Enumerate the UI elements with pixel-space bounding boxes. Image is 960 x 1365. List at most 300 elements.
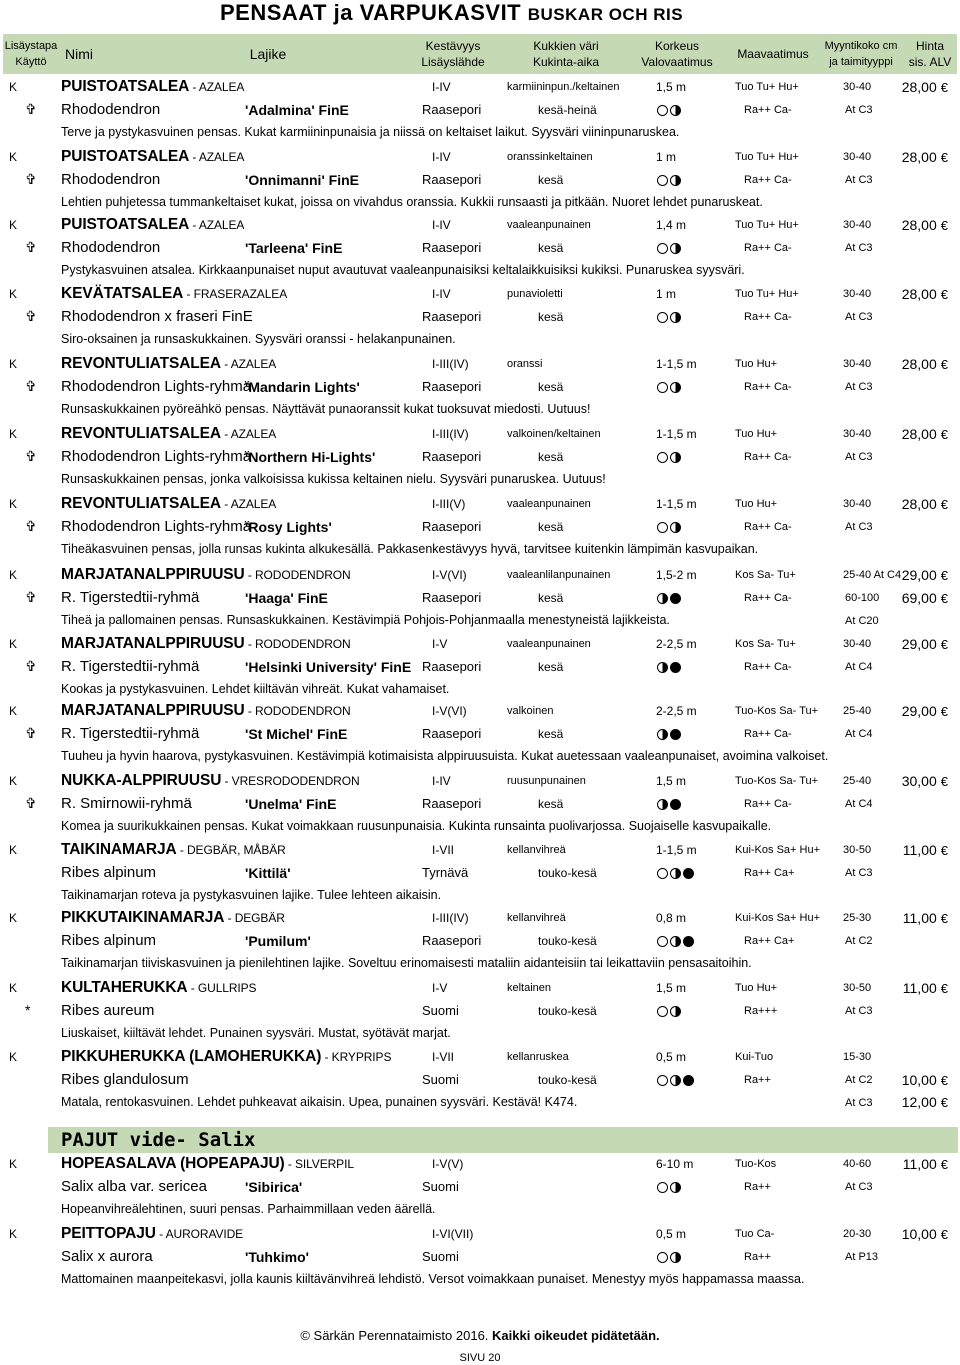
soil-requirement-2: Ra++ Ca- [744, 311, 792, 323]
soil-requirement-2: Ra++ Ca- [744, 798, 792, 810]
plant-name-fi: NUKKA-ALPPIRUUSU [61, 772, 222, 789]
propagation-mark: K [9, 843, 18, 857]
plant-type: At C3 [845, 311, 873, 323]
price [902, 356, 948, 372]
soil-requirement-2: Ra++ Ca- [744, 661, 792, 673]
table-row [0, 357, 960, 425]
soil-requirement-1: Kui-Kos Sa+ Hu+ [735, 844, 820, 856]
plant-name [61, 979, 256, 997]
soil-requirement-1: Kui-Kos Sa+ Hu+ [735, 912, 820, 924]
propagation-source: Raasepori [422, 102, 482, 117]
flower-color: kellanvihreä [507, 912, 566, 924]
full-sun-icon [657, 105, 668, 116]
plant-type: At P13 [845, 1251, 879, 1263]
plant-name-sv: - SILVERPIL [284, 1157, 354, 1171]
shade-icon [683, 936, 694, 947]
flower-color: keltainen [507, 982, 552, 994]
price [903, 910, 948, 926]
hardiness-zone: I-III(V) [432, 497, 466, 511]
half-shade-icon [670, 312, 681, 323]
header-kukkien-vari: Kukkien väri [533, 39, 599, 53]
col-kestavyys [403, 34, 503, 74]
soil-requirement-2: Ra++ Ca- [744, 242, 792, 254]
light-requirement [657, 1075, 694, 1086]
plant-type: At C3 [845, 1181, 873, 1193]
footer-copyright: © Särkän Perennataimisto 2016. [300, 1328, 489, 1343]
table-row [0, 843, 960, 911]
plant-name [61, 635, 351, 653]
header-kaytto: Käyttö [15, 56, 47, 68]
usage-mark: ✞ [25, 725, 37, 741]
propagation-source: Suomi [422, 1249, 459, 1264]
propagation-source: Raasepori [422, 379, 482, 394]
full-sun-icon [657, 522, 668, 533]
usage-mark: ✞ [25, 589, 37, 605]
latin-name: R. Tigerstedtii-ryhmä [61, 658, 200, 675]
full-sun-icon [657, 1252, 668, 1263]
plant-name-fi: KEVÄTATSALEA [61, 285, 184, 302]
propagation-source: Raasepori [422, 659, 482, 674]
full-sun-icon [657, 1075, 668, 1086]
plant-name [61, 1155, 354, 1173]
plant-name-fi: PUISTOATSALEA [61, 78, 190, 95]
sale-size: 25-40 At C4 [843, 569, 902, 581]
title-main: PENSAAT ja VARPUKASVIT [220, 0, 522, 25]
propagation-source: Raasepori [422, 519, 482, 534]
hardiness-zone: I-IV [432, 218, 451, 232]
plant-name-sv: - RODODENDRON [244, 568, 351, 582]
half-shade-icon [670, 243, 681, 254]
height: 1-1,5 m [656, 497, 697, 511]
hardiness-zone: I-III(IV) [432, 357, 469, 371]
price-value: 29,00 [901, 703, 937, 719]
shade-icon [683, 868, 694, 879]
col-nimi [59, 34, 99, 74]
flowering-time: touko-kesä [538, 1004, 597, 1018]
table-row [0, 80, 960, 148]
price-value: 11,00 [902, 980, 937, 996]
table-row [0, 287, 960, 355]
height: 1,5-2 m [656, 568, 697, 582]
euro-sign: € [940, 1227, 948, 1242]
header-lisaystapa: Lisäystapa [4, 40, 58, 52]
soil-requirement-1: Tuo Hu+ [735, 498, 778, 510]
price-value: 28,00 [901, 149, 937, 165]
euro-sign: € [940, 287, 948, 302]
price [903, 842, 948, 858]
latin-name: Rhododendron Lights-ryhmä [61, 378, 252, 395]
plant-name-fi: MARJATANALPPIRUUSU [61, 566, 245, 583]
plant-type-2: At C20 [845, 615, 879, 627]
usage-mark: * [25, 1002, 31, 1018]
flower-color: kellanruskea [507, 1051, 569, 1063]
half-shade-icon [670, 868, 681, 879]
description: Siro-oksainen ja runsaskukkainen. Syysväri oranssi - helakanpunainen. [61, 332, 456, 346]
description: Komea ja suurikukkainen pensas. Kukat voimakkaan ruusunpunaisia. Kukinta runsainta puolivarjossa. Suojaiselle kasvupaikalle. [61, 819, 772, 833]
header-taimityyppi: ja taimityyppi [829, 56, 893, 68]
header-kukinta-aika: Kukinta-aika [532, 55, 600, 69]
half-shade-icon [657, 729, 668, 740]
propagation-source: Raasepori [422, 590, 482, 605]
cultivar-name: 'St Michel' FinE [245, 726, 348, 742]
flowering-time: touko-kesä [538, 866, 597, 880]
col-maavaatimus [723, 34, 823, 74]
propagation-source: Raasepori [422, 172, 482, 187]
height: 1-1,5 m [656, 843, 697, 857]
soil-requirement-2: Ra++ Ca- [744, 592, 792, 604]
plant-name-sv: - AZALEA [221, 357, 277, 371]
table-header [3, 34, 957, 74]
price [902, 567, 948, 583]
propagation-source: Raasepori [422, 449, 482, 464]
plant-name-fi: TAIKINAMARJA [61, 841, 177, 858]
plant-name-fi: MARJATANALPPIRUUSU [61, 635, 245, 652]
full-sun-icon [657, 243, 668, 254]
price-value: 29,00 [901, 636, 937, 652]
half-shade-icon [670, 1182, 681, 1193]
latin-name: Salix x aurora [61, 1248, 153, 1265]
price-value: 28,00 [901, 286, 937, 302]
plant-type: At C3 [845, 1005, 873, 1017]
price [902, 426, 948, 442]
sale-size: 30-40 [843, 151, 872, 163]
plant-name [61, 425, 276, 443]
latin-name: Rhododendron x fraseri FinE [61, 308, 253, 325]
table-row [0, 150, 960, 218]
header-valovaatimus: Valovaatimus [641, 55, 713, 69]
col-myyntikoko [818, 34, 904, 74]
euro-sign: € [940, 704, 948, 719]
price-value: 28,00 [901, 426, 937, 442]
flower-color: kellanvihreä [507, 844, 566, 856]
propagation-source: Raasepori [422, 933, 482, 948]
page-number: SIVU 20 [459, 1352, 501, 1364]
description: Taikinamarjan roteva ja pystykasvuinen lajike. Tulee lehteen aikaisin. [61, 888, 442, 902]
propagation-source: Raasepori [422, 309, 482, 324]
hardiness-zone: I-VII [432, 1050, 455, 1064]
table-row [0, 427, 960, 495]
plant-name [61, 772, 360, 790]
plant-name [61, 702, 351, 720]
price-value: 10,00 [901, 1226, 937, 1242]
light-requirement [657, 175, 681, 186]
flowering-time: kesä [538, 591, 564, 605]
propagation-mark: K [9, 497, 18, 511]
euro-sign: € [940, 218, 948, 233]
half-shade-icon [657, 593, 668, 604]
header-myyntikoko: Myyntikoko cm [824, 40, 898, 52]
description: Mattomainen maanpeitekasvi, jolla kaunis kiiltävänvihreä lehdistö. Versot voimakkaan punaiset. Menestyy myös happamassa maassa. [61, 1272, 805, 1286]
plant-name [61, 495, 276, 513]
plant-name-fi: PUISTOATSALEA [61, 216, 190, 233]
col-hinta [903, 34, 957, 74]
plant-name-fi: MARJATANALPPIRUUSU [61, 702, 245, 719]
table-row [0, 704, 960, 772]
price-value: 11,00 [902, 842, 937, 858]
latin-name: Ribes alpinum [61, 932, 157, 949]
plant-name-sv: - RODODENDRON [244, 637, 351, 651]
latin-name: Ribes alpinum [61, 864, 157, 881]
euro-sign: € [940, 1095, 948, 1110]
flowering-time: kesä [538, 660, 564, 674]
full-sun-icon [657, 1182, 668, 1193]
propagation-mark: K [9, 774, 18, 788]
description: Tiheä ja pallomainen pensas. Runsaskukkainen. Kestävimpiä Pohjois-Pohjanmaalla menestyneistä lajikkeista. [61, 613, 670, 627]
propagation-mark: K [9, 568, 18, 582]
flower-color: ruusunpunainen [507, 775, 586, 787]
sale-size: 30-40 [843, 219, 872, 231]
usage-mark: ✞ [25, 171, 37, 187]
plant-name-sv: - GULLRIPS [187, 981, 257, 995]
flowering-time: kesä [538, 310, 564, 324]
soil-requirement-1: Tuo Tu+ Hu+ [735, 81, 799, 93]
soil-requirement-2: Ra++ Ca- [744, 381, 792, 393]
sale-size: 30-40 [843, 288, 872, 300]
latin-name: R. Smirnowii-ryhmä [61, 795, 192, 812]
euro-sign: € [940, 981, 948, 996]
propagation-source: Tyrnävä [422, 865, 469, 880]
propagation-source: Suomi [422, 1003, 459, 1018]
hardiness-zone: I-IV [432, 150, 451, 164]
plant-name-sv: - KRYPRIPS [321, 1050, 392, 1064]
plant-name-sv: - AZALEA [189, 218, 245, 232]
page-title [220, 0, 683, 26]
propagation-mark: K [9, 218, 18, 232]
hardiness-zone: I-VI(VII) [432, 1227, 474, 1241]
description: Matala, rentokasvuinen. Lehdet puhkeavat aikaisin. Upea, punainen syysväri. Kestävä! K474. [61, 1095, 578, 1109]
soil-requirement-2: Ra++ [744, 1251, 771, 1263]
soil-requirement-1: Kos Sa- Tu+ [735, 638, 796, 650]
euro-sign: € [940, 1157, 948, 1172]
half-shade-icon [670, 1252, 681, 1263]
soil-requirement-2: Ra++ Ca- [744, 451, 792, 463]
propagation-mark: K [9, 1157, 18, 1171]
propagation-source: Raasepori [422, 240, 482, 255]
price-2 [902, 590, 948, 606]
plant-name-sv: - AZALEA [189, 80, 245, 94]
flowering-time: kesä-heinä [538, 103, 597, 117]
latin-name: Rhododendron [61, 239, 161, 256]
description: Tiheäkasvuinen pensas, jolla runsas kukinta alkukesällä. Pakkasenkestävyys hyvä, tarvitsee kuitenkin lämpimän kasvupaikan. [61, 542, 759, 556]
plant-name-sv: - VRESRODODENDRON [221, 774, 360, 788]
half-shade-icon [670, 452, 681, 463]
cultivar-name: 'Unelma' FinE [245, 796, 337, 812]
cultivar-name: 'Rosy Lights' [245, 519, 332, 535]
cultivar-name: 'Pumilum' [245, 933, 311, 949]
plant-name [61, 841, 286, 859]
euro-sign: € [940, 911, 948, 926]
plant-name-fi: HOPEASALAVA (HOPEAPAJU) [61, 1155, 285, 1172]
flowering-time: touko-kesä [538, 934, 597, 948]
light-requirement [657, 452, 681, 463]
latin-name: Rhododendron Lights-ryhmä [61, 448, 252, 465]
description: Taikinamarjan tiiviskasvuinen ja pienilehtinen lajike. Soveltuu erinomaisesti mataliin aidanteisiin tai leikattaviin pensasaitoihin. [61, 956, 752, 970]
hardiness-zone: I-V(V) [432, 1157, 464, 1171]
height: 1-1,5 m [656, 357, 697, 371]
price [902, 217, 948, 233]
euro-sign: € [940, 843, 948, 858]
latin-name: Ribes glandulosum [61, 1071, 189, 1088]
latin-name: R. Tigerstedtii-ryhmä [61, 725, 200, 742]
flower-color: valkoinen/keltainen [507, 428, 601, 440]
flowering-time: kesä [538, 173, 564, 187]
flowering-time: kesä [538, 241, 564, 255]
half-shade-icon [670, 1006, 681, 1017]
cultivar-name: 'Onnimanni' FinE [245, 172, 359, 188]
euro-sign: € [940, 774, 948, 789]
plant-name [61, 909, 285, 927]
usage-mark: ✞ [25, 308, 37, 324]
plant-type: At C3 [845, 451, 873, 463]
soil-requirement-1: Tuo-Kos Sa- Tu+ [735, 705, 819, 717]
plant-type: At C2 [845, 935, 873, 947]
latin-name: Salix alba var. sericea [61, 1178, 207, 1195]
plant-type: At C3 [845, 174, 873, 186]
usage-mark: ✞ [25, 448, 37, 464]
table-row [0, 911, 960, 979]
plant-name [61, 566, 351, 584]
propagation-source: Suomi [422, 1072, 459, 1087]
price-3 [902, 1094, 948, 1110]
height: 1,5 m [656, 774, 687, 788]
soil-requirement-1: Tuo Hu+ [735, 982, 778, 994]
table-row [0, 774, 960, 842]
light-requirement [657, 382, 681, 393]
header-nimi: Nimi [65, 46, 93, 62]
table-row [0, 981, 960, 1049]
sale-size: 30-50 [843, 844, 872, 856]
description: Runsaskukkainen pyöreähkö pensas. Näyttävät punaoranssit kukat tuoksuvat miedosti. Uutuus! [61, 402, 591, 416]
hardiness-zone: I-V [432, 981, 448, 995]
propagation-mark: K [9, 1227, 18, 1241]
description: Kookas ja pystykasvuinen. Lehdet kiiltävän vihreät. Kukat vahamaiset. [61, 682, 450, 696]
plant-type-2: At C3 [845, 1097, 873, 1109]
description: Lehtien puhjetessa tummankeltaiset kukat, joissa on vivahdus oranssia. Kukkii runsaasti ja pitkään. Nuoret lehdet punaruskeat. [61, 195, 763, 209]
flowering-time: touko-kesä [538, 1073, 597, 1087]
propagation-mark: K [9, 637, 18, 651]
light-requirement [657, 1006, 681, 1017]
table-row [0, 1227, 960, 1295]
light-requirement [657, 868, 694, 879]
sale-size: 20-30 [843, 1228, 872, 1240]
price [902, 636, 948, 652]
light-requirement [657, 729, 681, 740]
sale-size: 30-50 [843, 982, 872, 994]
price-value: 30,00 [901, 773, 937, 789]
light-requirement [657, 312, 681, 323]
propagation-mark: K [9, 80, 18, 94]
height: 1,4 m [656, 218, 687, 232]
sale-size: 30-40 [843, 81, 872, 93]
full-sun-icon [657, 175, 668, 186]
plant-name-sv: - DEGBÄR [224, 911, 285, 925]
half-shade-icon [670, 1075, 681, 1086]
light-requirement [657, 522, 681, 533]
height: 0,5 m [656, 1227, 687, 1241]
light-requirement [657, 662, 681, 673]
euro-sign: € [940, 637, 948, 652]
section-pajut-title: PAJUT vide- Salix [61, 1129, 256, 1151]
plant-type: At C4 [845, 798, 873, 810]
height: 6-10 m [656, 1157, 694, 1171]
price [902, 773, 948, 789]
light-requirement [657, 243, 681, 254]
euro-sign: € [940, 591, 948, 606]
table-row [0, 1050, 960, 1118]
soil-requirement-1: Kui-Tuo [735, 1051, 774, 1063]
price-value: 28,00 [901, 79, 937, 95]
light-requirement [657, 936, 694, 947]
plant-name [61, 148, 244, 166]
sale-size: 25-40 [843, 775, 872, 787]
plant-name-sv: - AURORAVIDE [155, 1227, 244, 1241]
hardiness-zone: I-III(IV) [432, 427, 469, 441]
table-row [0, 568, 960, 636]
light-requirement [657, 1182, 681, 1193]
plant-name-sv: - AZALEA [221, 497, 277, 511]
plant-name-sv: - AZALEA [221, 427, 277, 441]
hardiness-zone: I-VII [432, 843, 455, 857]
flowering-time: kesä [538, 520, 564, 534]
plant-name-fi: PUISTOATSALEA [61, 148, 190, 165]
height: 1 m [656, 150, 677, 164]
plant-type: At C3 [845, 867, 873, 879]
footer-page [0, 1352, 960, 1364]
sale-size: 30-40 [843, 498, 872, 510]
description: Liuskaiset, kiiltävät lehdet. Punainen syysväri. Mustat, syötävät marjat. [61, 1026, 451, 1040]
shade-icon [670, 662, 681, 673]
soil-requirement-1: Tuo Hu+ [735, 358, 778, 370]
light-requirement [657, 1252, 681, 1263]
price-value: 28,00 [901, 496, 937, 512]
col-lajike [243, 34, 293, 74]
table-row [0, 218, 960, 286]
propagation-source: Suomi [422, 1179, 459, 1194]
price [902, 79, 948, 95]
header-maavaatimus: Maavaatimus [737, 47, 809, 61]
table-row [0, 1157, 960, 1225]
plant-name-sv: - AZALEA [189, 150, 245, 164]
propagation-mark: K [9, 911, 18, 925]
description: Terve ja pystykasvuinen pensas. Kukat karmiininpunaisia ja niissä on keltaiset laikut. Syysväri viininpunaruskea. [61, 125, 680, 139]
full-sun-icon [657, 382, 668, 393]
soil-requirement-1: Tuo Tu+ Hu+ [735, 288, 799, 300]
price [903, 980, 948, 996]
soil-requirement-2: Ra++ Ca+ [744, 935, 795, 947]
sale-size: 30-40 [843, 358, 872, 370]
euro-sign: € [940, 357, 948, 372]
height: 0,5 m [656, 1050, 687, 1064]
cultivar-name: 'Sibirica' [245, 1179, 303, 1195]
usage-mark: ✞ [25, 518, 37, 534]
half-shade-icon [670, 175, 681, 186]
shade-icon [670, 799, 681, 810]
soil-requirement-1: Tuo-Kos [735, 1158, 777, 1170]
col-korkeus [627, 34, 727, 74]
flower-color: vaaleanpunainen [507, 498, 591, 510]
hardiness-zone: I-V(VI) [432, 704, 467, 718]
latin-name: Rhododendron Lights-ryhmä [61, 518, 252, 535]
plant-name-sv: - RODODENDRON [244, 704, 351, 718]
height: 1-1,5 m [656, 427, 697, 441]
footer [0, 1328, 960, 1343]
full-sun-icon [657, 452, 668, 463]
cultivar-name: 'Northern Hi-Lights' [245, 449, 376, 465]
sale-size: 25-40 [843, 705, 872, 717]
price-value: 28,00 [901, 217, 937, 233]
height: 1 m [656, 287, 677, 301]
half-shade-icon [670, 936, 681, 947]
